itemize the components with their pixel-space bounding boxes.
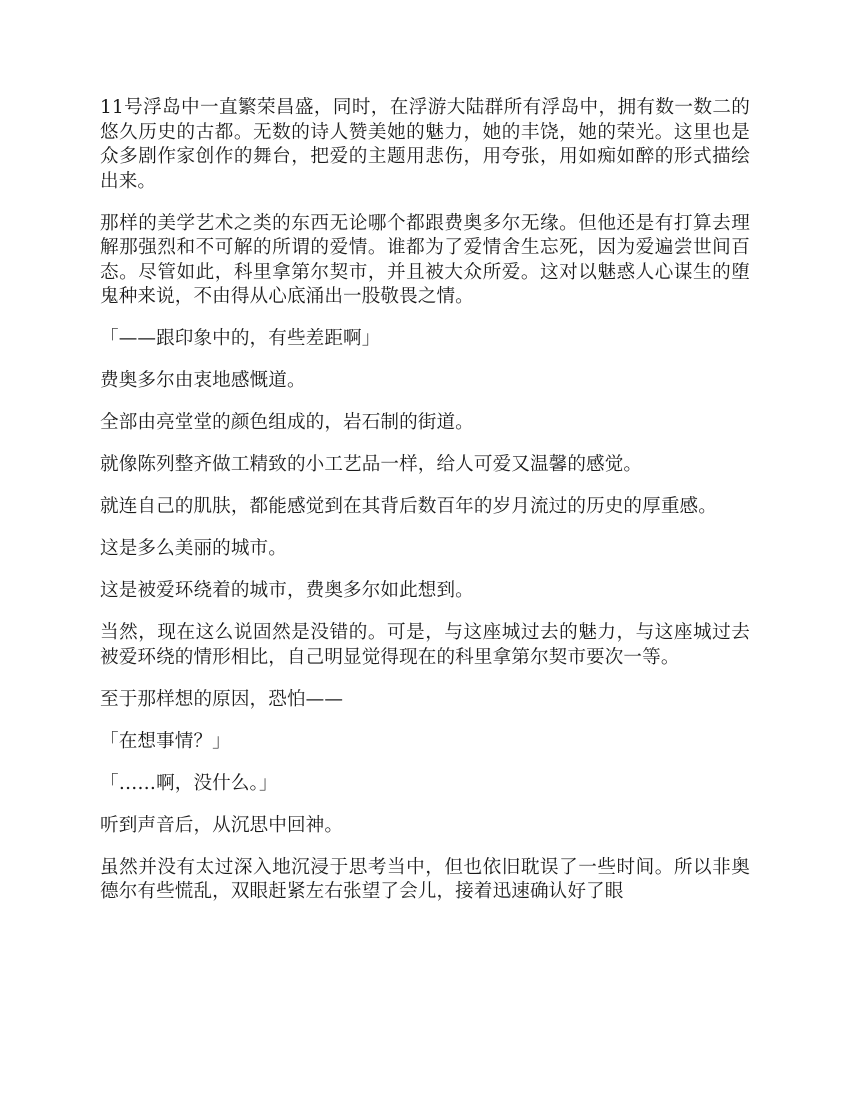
paragraph: 至于那样想的原因，恐怕—— xyxy=(100,688,344,710)
paragraph: 11号浮岛中一直繁荣昌盛，同时，在浮游大陆群所有浮岛中，拥有数一数二的悠久历史的古都。无数的诗人赞美她的魅力，她的丰饶，她的荣光。这里也是众多剧作家创作的舞台，把爱的主题用悲伤，用夸张，用如痴如醉的形式描绘出来。 xyxy=(100,97,750,192)
paragraph: 就连自己的肌肤，都能感觉到在其背后数百年的岁月流过的历史的厚重感。 xyxy=(100,496,717,517)
paragraph: 这是多么美丽的城市。 xyxy=(100,538,287,559)
dialogue-line: 「——跟印象中的，有些差距啊」 xyxy=(100,328,381,349)
paragraph: 听到声音后，从沉思中回神。 xyxy=(100,814,344,836)
paragraph: 费奥多尔由衷地感慨道。 xyxy=(100,370,306,391)
paragraph: 那样的美学艺术之类的东西无论哪个都跟费奥多尔无缘。但他还是有打算去理解那强烈和不可解的所谓的爱情。谁都为了爱情舍生忘死，因为爱遍尝世间百态。尽管如此，科里拿第尔契市，并且被大众所爱。这对以魅惑人心谋生的堕鬼种来说，不由得从心底涌出一股敬畏之情。 xyxy=(100,212,750,307)
paragraph: 就像陈列整齐做工精致的小工艺品一样，给人可爱又温馨的感觉。 xyxy=(100,454,643,475)
dialogue-line: 「在想事情？」 xyxy=(100,730,231,752)
document-page xyxy=(100,96,750,922)
paragraph: 当然，现在这么说固然是没错的。可是，与这座城过去的魅力，与这座城过去被爱环绕的情形相比，自己明显觉得现在的科里拿第尔契市要次一等。 xyxy=(100,622,750,668)
dialogue-line: 「……啊，没什么。」 xyxy=(100,772,278,794)
paragraph: 虽然并没有太过深入地沉浸于思考当中，但也依旧耽误了一些时间。所以非奥德尔有些慌乱，双眼赶紧左右张望了会儿，接着迅速确认好了眼 xyxy=(100,856,750,902)
paragraph: 这是被爱环绕着的城市，费奥多尔如此想到。 xyxy=(100,580,474,601)
paragraph: 全部由亮堂堂的颜色组成的，岩石制的街道。 xyxy=(100,412,474,433)
